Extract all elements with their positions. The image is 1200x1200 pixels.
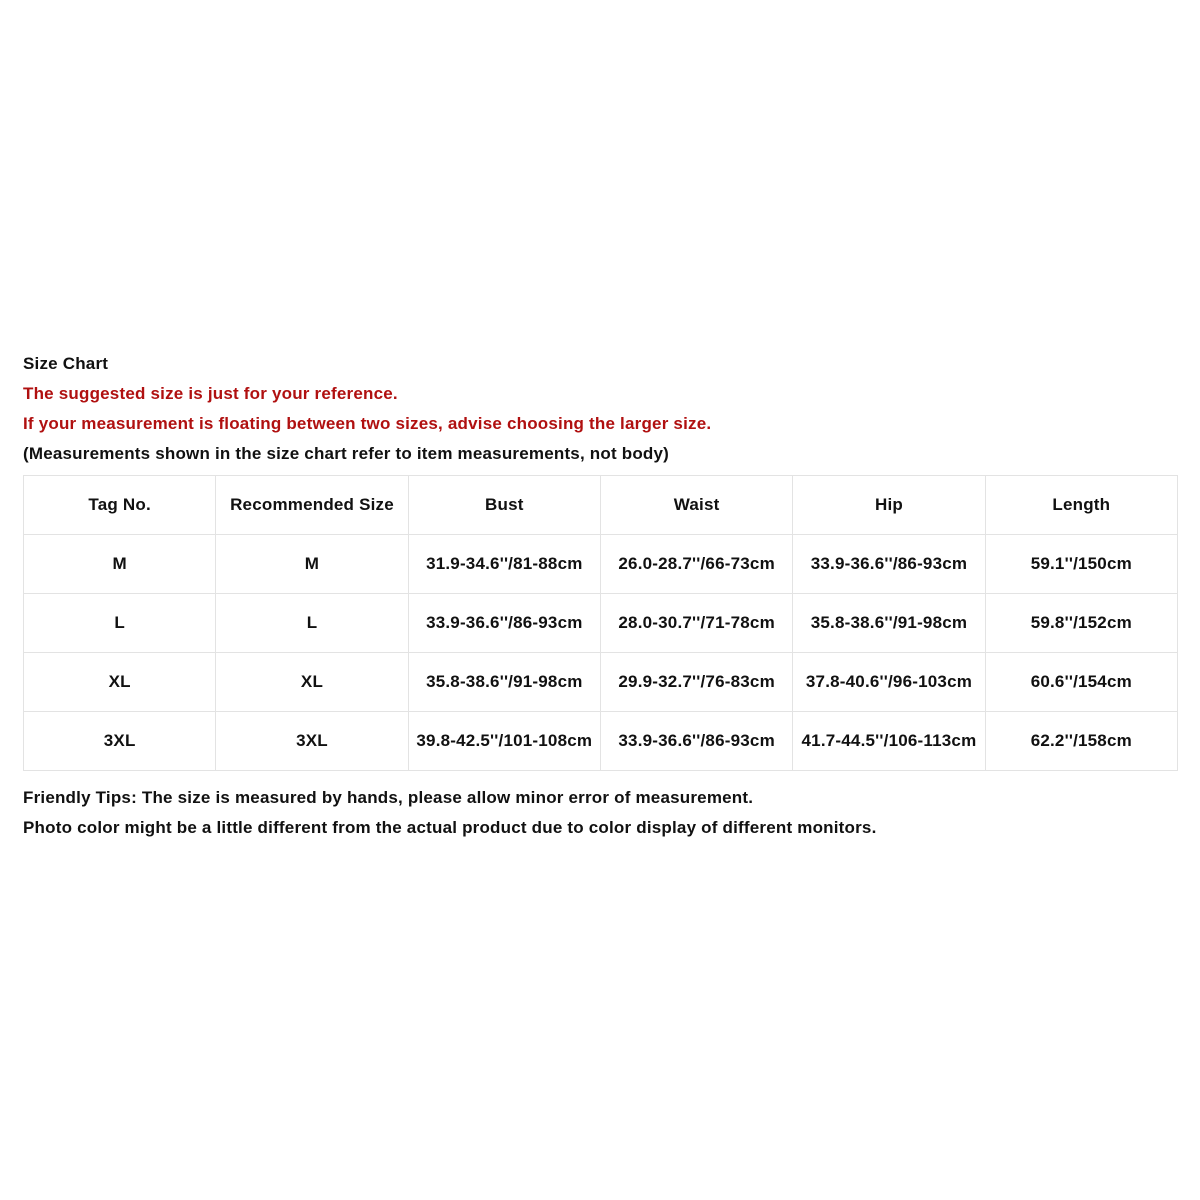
cell-hip: 37.8-40.6''/96-103cm — [793, 653, 985, 712]
cell-waist: 26.0-28.7''/66-73cm — [600, 535, 792, 594]
table-row — [24, 712, 1178, 771]
cell-bust: 35.8-38.6''/91-98cm — [408, 653, 600, 712]
cell-waist: 29.9-32.7''/76-83cm — [600, 653, 792, 712]
cell-length: 62.2''/158cm — [985, 712, 1177, 771]
column-header-tag-no: Tag No. — [24, 476, 216, 535]
table-header-row — [24, 476, 1178, 535]
color-tip: Photo color might be a little different from the actual product due to color display of different monitors. — [23, 818, 877, 837]
cell-waist: 28.0-30.7''/71-78cm — [600, 594, 792, 653]
cell-tag-no: 3XL — [24, 712, 216, 771]
cell-tag-no: M — [24, 535, 216, 594]
sizing-advice-note: If your measurement is floating between two sizes, advise choosing the larger size. — [23, 414, 712, 433]
column-header-bust: Bust — [408, 476, 600, 535]
reference-note: The suggested size is just for your reference. — [23, 384, 398, 403]
cell-recommended-size: 3XL — [216, 712, 408, 771]
cell-tag-no: XL — [24, 653, 216, 712]
cell-hip: 41.7-44.5''/106-113cm — [793, 712, 985, 771]
cell-length: 60.6''/154cm — [985, 653, 1177, 712]
column-header-hip: Hip — [793, 476, 985, 535]
size-chart-section — [23, 349, 1178, 843]
friendly-tips — [23, 783, 1178, 843]
measurement-note: (Measurements shown in the size chart refer to item measurements, not body) — [23, 444, 670, 463]
size-table — [23, 475, 1178, 771]
cell-hip: 33.9-36.6''/86-93cm — [793, 535, 985, 594]
table-row — [24, 594, 1178, 653]
column-header-waist: Waist — [600, 476, 792, 535]
cell-hip: 35.8-38.6''/91-98cm — [793, 594, 985, 653]
cell-recommended-size: L — [216, 594, 408, 653]
cell-bust: 39.8-42.5''/101-108cm — [408, 712, 600, 771]
cell-waist: 33.9-36.6''/86-93cm — [600, 712, 792, 771]
page-title: Size Chart — [23, 354, 109, 373]
cell-length: 59.8''/152cm — [985, 594, 1177, 653]
cell-tag-no: L — [24, 594, 216, 653]
table-row — [24, 653, 1178, 712]
measurement-tip: Friendly Tips: The size is measured by hands, please allow minor error of measurement. — [23, 788, 754, 807]
cell-bust: 31.9-34.6''/81-88cm — [408, 535, 600, 594]
cell-length: 59.1''/150cm — [985, 535, 1177, 594]
cell-recommended-size: XL — [216, 653, 408, 712]
cell-recommended-size: M — [216, 535, 408, 594]
cell-bust: 33.9-36.6''/86-93cm — [408, 594, 600, 653]
column-header-recommended-size: Recommended Size — [216, 476, 408, 535]
column-header-length: Length — [985, 476, 1177, 535]
table-row — [24, 535, 1178, 594]
